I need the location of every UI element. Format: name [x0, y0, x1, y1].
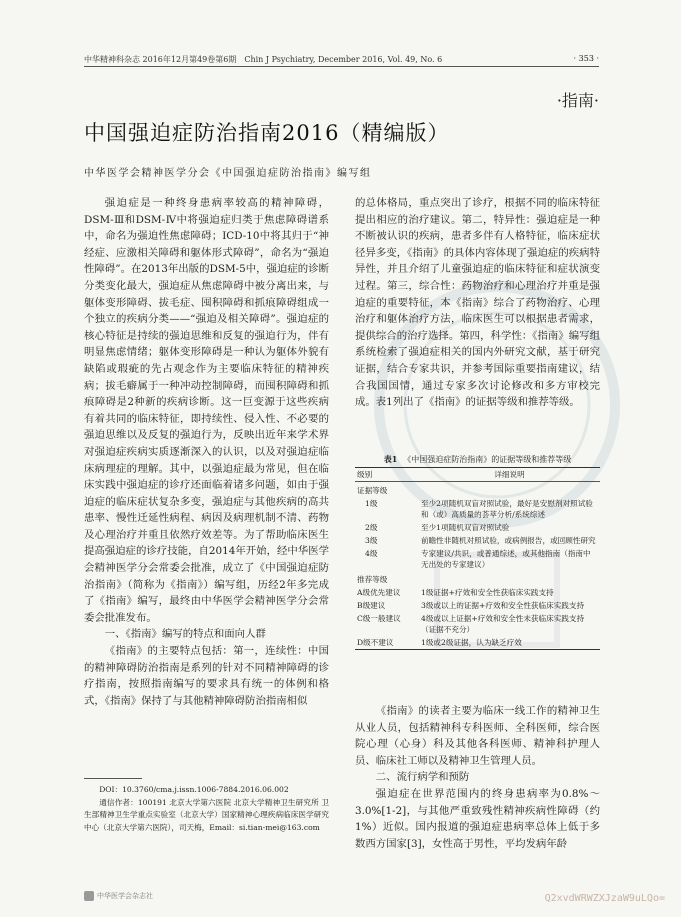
continued-paragraph: 的总体格局，重点突出了诊疗，根据不同的临床特征提出相应的治疗建议。第二，特异性：强迫症是一种不断被认识的疾病，患者多伴有人格特征，临床症状径异多变，《指南》的具体内容体现了强迫症的疾病特异性，并且介绍了儿童强迫症的临床特征和症状演变过程。第三，综合性：药物治疗和心理治疗并重是强迫症的重要特征，本《指南》综合了药物治疗、心理治疗和躯体治疗方法，临床医生可以根据患者需求，提供综合的治疗选择。第四，科学性：《指南》编写组系统检索了强迫症相关的国内外研究文献，基于研究证据，结合专家共识，并参考国际重要指南建议，结合我国国情，通过专家多次讨论修改和多方审校完成。表1列出了《指南》的证据等级和推荐等级。 [355, 197, 600, 409]
table-row: 2级 至少1项随机双盲对照试验 [365, 523, 510, 532]
table-header-level: 级别 [357, 470, 373, 479]
table-row: 1级 至少2项随机双盲对照试验，最好是安慰剂对照试验和（或）高质量的荟萃分析/系统综述 [365, 499, 593, 519]
table-caption [355, 454, 600, 465]
table-header-detail: 详细说明 [494, 470, 525, 479]
running-header: 中华精神科杂志 2016年12月第49卷第6期 Chin J Psychiatry, December 2016, Vol. 49, No. 6 [84, 55, 443, 64]
readers-paragraph: 《指南》的读者主要为临床一线工作的精神卫生从业人员，包括精神科专科医师、全科医师，综合医院心理（心身）科及其他各科医师、精神科护理人员、临床社工师以及精神卫生管理人员。 [355, 705, 600, 767]
footnote [84, 784, 329, 834]
section-heading-2: 二、流行病学和预防 [375, 771, 470, 784]
table-row: A级优先建议 1级证据+疗效和安全性获临床实践支持 [357, 588, 554, 597]
publisher-logo: 中华医学会杂志社 [84, 891, 153, 901]
publisher-logo-icon [84, 891, 94, 901]
section-tag: ·指南· [556, 91, 599, 110]
watermark-code: Q2xvdWRWZXJzaW9uLQo= [544, 893, 665, 904]
epidemiology-paragraph: 强迫症在世界范围内的终身患病率为0.8%～3.0%[1-2]，与其他严重致残性精神疾病性障碍（约1%）近似。国内报道的强迫症患病率总体上低于多数西方国家[3]，女性高于男性，平均发病年龄 [355, 787, 600, 850]
table-label: 表1 [383, 454, 398, 464]
table-title: 《中国强迫症防治指南》的证据等级和推荐等级 [403, 455, 572, 464]
features-paragraph: 《指南》的主要特点包括：第一，连续性：中国的精神障碍防治指南是系列的针对不同精神障碍的诊疗指南，按照指南编写的要求具有统一的体例和格式，《指南》保持了与其他精神障碍防治指南相似 [84, 645, 329, 707]
article-title: 中国强迫症防治指南2016（精编版） [84, 121, 450, 145]
left-column [84, 195, 329, 775]
footnote-rule [84, 778, 142, 779]
header-rule [84, 66, 599, 67]
right-column-bottom [355, 703, 600, 893]
table-group-recommend: 推荐等级 [357, 575, 388, 584]
doi-line: DOI：10.3760/cma.j.issn.1006-7884.2016.06.002 [99, 785, 289, 794]
table-group-evidence: 证据等级 [357, 486, 388, 495]
table-row: C级一般建议 4级或以上证据+疗效和安全性未获临床实践支持（证据不充分） [357, 614, 585, 634]
page-number: · 353 · [573, 54, 599, 63]
evidence-table [355, 454, 600, 650]
corresponding-author: 通信作者：100191 北京大学第六医院 北京大学精神卫生研究所 卫生部精神卫生学重点实验室（北京大学）国家精神心理疾病临床医学研究中心（北京大学第六医院），司天梅，Email：si.tian-mei@163.com [84, 797, 329, 832]
author-line: 中华医学会精神医学分会《中国强迫症防治指南》编写组 [84, 168, 372, 179]
section-heading-1: 一、《指南》编写的特点和面向人群 [104, 628, 266, 641]
table-row: B级建议 3级或以上的证据+疗效和安全性获临床实践支持 [357, 601, 585, 610]
table-row: 4级 专家建议/共识，或普通综述，或其他指南（指南中无出处的专家建议） [365, 549, 591, 569]
table-row: D级不建议 1级或2级证据，认为缺乏疗效 [355, 636, 600, 650]
table-row: 3级 前瞻性非随机对照试验，或病例报告，或回顾性研究 [365, 536, 596, 545]
right-column-top [355, 195, 600, 411]
intro-paragraph: 强迫症是一种终身患病率较高的精神障碍，DSM-Ⅲ和DSM-Ⅳ中将强迫症归类于焦虑障碍谱系中，命名为强迫性焦虑障碍；ICD-10中将其归于“神经症、应激相关障碍和躯体形式障碍”，命名为“强迫性障碍”。在2013年出版的DSM-5中，强迫症的诊断分类变化最大，强迫症从焦虑障碍中被分离出来，与躯体变形障碍、拔毛症、囤积障碍和抓痕障碍组成一个独立的疾病分类——“强迫及相关障碍”。强迫症的核心特征是持续的强迫思维和反复的强迫行为，伴有明显焦虑情绪；躯体变形障碍是一种认为躯体外貌有缺陷或瑕疵的先占观念作为主要临床特征的精神疾病；拔毛癖属于一种冲动控制障碍，而囤积障碍和抓痕障碍是2种新的疾病诊断。这一巨变源于这些疾病有着共同的临床特征，即持续性、侵入性、不必要的强迫思维以及反复的强迫行为，反映出近年来学术界对强迫症疾病实质逐渐深入的认识，以及对强迫症临床病理症的理解。其中，以强迫症最为常见，但在临床实践中强迫症的诊疗还面临着诸多问题，如由于强迫症的临床症状复杂多变，强迫症与其他疾病的高共患率、慢性迁延性病程、病因及病理机制不清、药物及心理治疗并重且依然疗效差等。为了帮助临床医生提高强迫症的诊疗技能，自2014年开始，经中华医学会精神医学分会常委会批准，成立了《中国强迫症防治指南》（简称为《指南》）编写组，历经2年多完成了《指南》编写，最终由中华医学会精神医学分会常委会批准发布。 [84, 197, 329, 624]
